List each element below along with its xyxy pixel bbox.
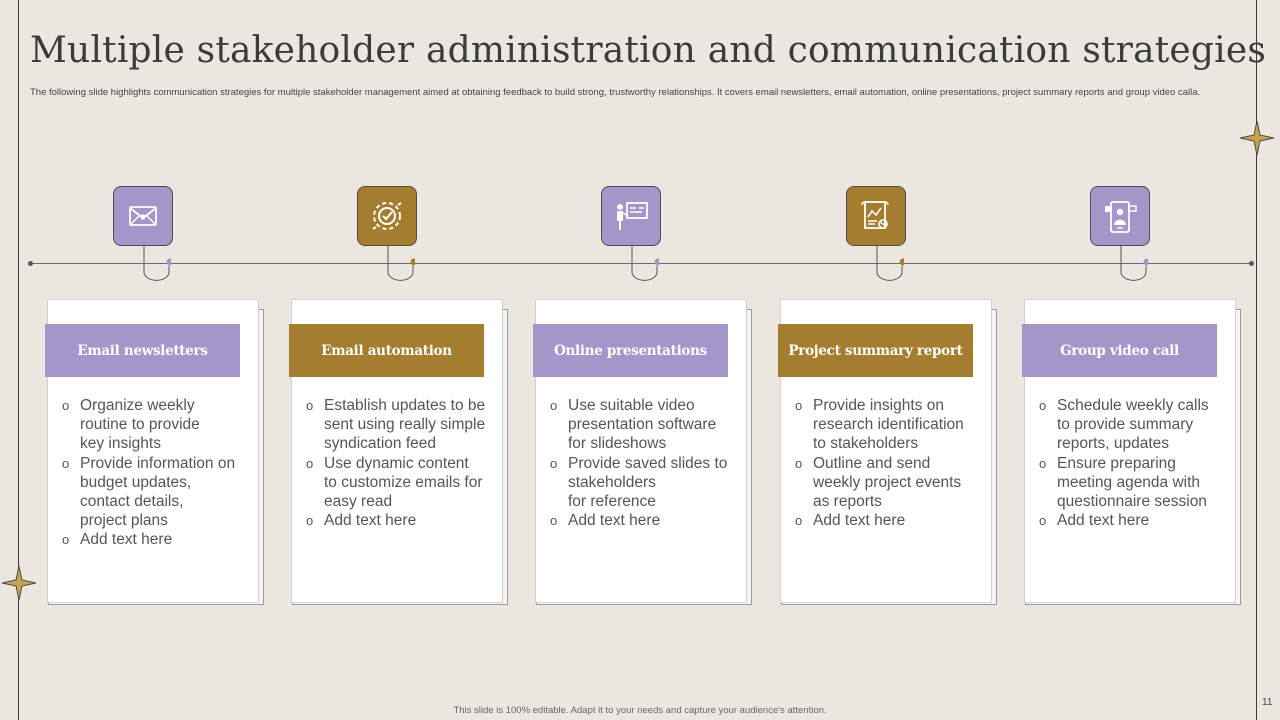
- card-label: Group video call: [1022, 324, 1217, 377]
- card-email-automation: [291, 299, 503, 603]
- bullet-text: Add text here: [813, 512, 906, 530]
- bullet-list: [62, 396, 252, 550]
- list-item: [306, 454, 496, 512]
- list-item: [306, 396, 496, 454]
- bullet-text: Schedule weekly calls to provide summary reports, updates: [1057, 397, 1209, 453]
- list-item: [795, 396, 985, 454]
- page-number: 11: [1262, 697, 1273, 708]
- bullet-text: Add text here: [324, 512, 417, 530]
- star-decoration-top-right: [1239, 120, 1275, 156]
- list-item: [795, 454, 985, 512]
- connector-hook: [1120, 246, 1148, 282]
- bullet-text: Add text here: [1057, 512, 1150, 530]
- bullet-list: [795, 396, 985, 530]
- step-icon-box: [113, 186, 173, 246]
- list-item: [62, 396, 252, 454]
- bullet-list: [1039, 396, 1229, 530]
- connector-hook: [631, 246, 659, 282]
- slide-title: Multiple stakeholder administration and communication strategies: [30, 30, 1267, 71]
- bullet-text: Add text here: [80, 531, 173, 549]
- list-item: [795, 511, 985, 530]
- list-item: [1039, 454, 1229, 512]
- card-email-newsletters: [47, 299, 259, 603]
- bullet-text: Provide insights on research identification to stakeholders: [813, 397, 964, 453]
- card-online-presentations: [535, 299, 747, 603]
- bullet-text: Use suitable video presentation software for slideshows: [568, 397, 717, 453]
- step-icon-box: [846, 186, 906, 246]
- envelope-icon: [126, 199, 160, 233]
- list-item: [62, 530, 252, 549]
- list-item: [550, 454, 740, 512]
- bullet-text: Provide saved slides to stakeholders for reference: [568, 454, 728, 511]
- step-icon-box: [357, 186, 417, 246]
- card-label: Email automation: [289, 324, 484, 377]
- bullet-text: Use dynamic content to customize emails for easy read: [324, 454, 483, 511]
- card-group-video-call: [1024, 299, 1236, 603]
- card-label: Project summary report: [778, 324, 973, 377]
- bullet-text: Ensure preparing meeting agenda with questionnaire session: [1057, 454, 1207, 511]
- timeline-start-dot: [28, 261, 33, 266]
- card-project-summary-report: [780, 299, 992, 603]
- report-icon: [857, 197, 895, 235]
- bullet-list: [306, 396, 496, 530]
- step-icon-box: [1090, 186, 1150, 246]
- list-item: [1039, 511, 1229, 530]
- connector-hook: [876, 246, 904, 282]
- slide-subtitle: The following slide highlights communication strategies for multiple stakeholder management aimed at obtaining feedback to build strong, trustworthy relationships. It covers email newsletters, email automation, online presentations, project summary reports and group video calla.: [30, 87, 1201, 98]
- bullet-list: [550, 396, 740, 530]
- list-item: [550, 511, 740, 530]
- presentation-icon: [612, 197, 650, 235]
- frame-line-right: [1256, 0, 1257, 720]
- star-decoration-bottom-left: [1, 565, 37, 601]
- list-item: [550, 396, 740, 454]
- gear-automation-icon: [368, 197, 406, 235]
- card-label: Email newsletters: [45, 324, 240, 377]
- list-item: [306, 511, 496, 530]
- bullet-text: Organize weekly routine to provide key insights: [80, 397, 200, 453]
- frame-line-left: [18, 0, 19, 720]
- bullet-text: Provide information on budget updates, contact details, project plans: [80, 454, 236, 530]
- video-call-icon: [1101, 197, 1139, 235]
- bullet-text: Establish updates to be sent using really simple syndication feed: [324, 397, 486, 453]
- connector-hook: [143, 246, 171, 282]
- slide-footer: This slide is 100% editable. Adapt it to your needs and capture your audience's attention.: [453, 705, 827, 716]
- timeline-end-dot: [1249, 261, 1254, 266]
- bullet-text: Outline and send weekly project events as reports: [813, 454, 962, 511]
- bullet-text: Add text here: [568, 512, 661, 530]
- card-label: Online presentations: [533, 324, 728, 377]
- step-icon-box: [601, 186, 661, 246]
- list-item: [1039, 396, 1229, 454]
- list-item: [62, 454, 252, 531]
- connector-hook: [387, 246, 415, 282]
